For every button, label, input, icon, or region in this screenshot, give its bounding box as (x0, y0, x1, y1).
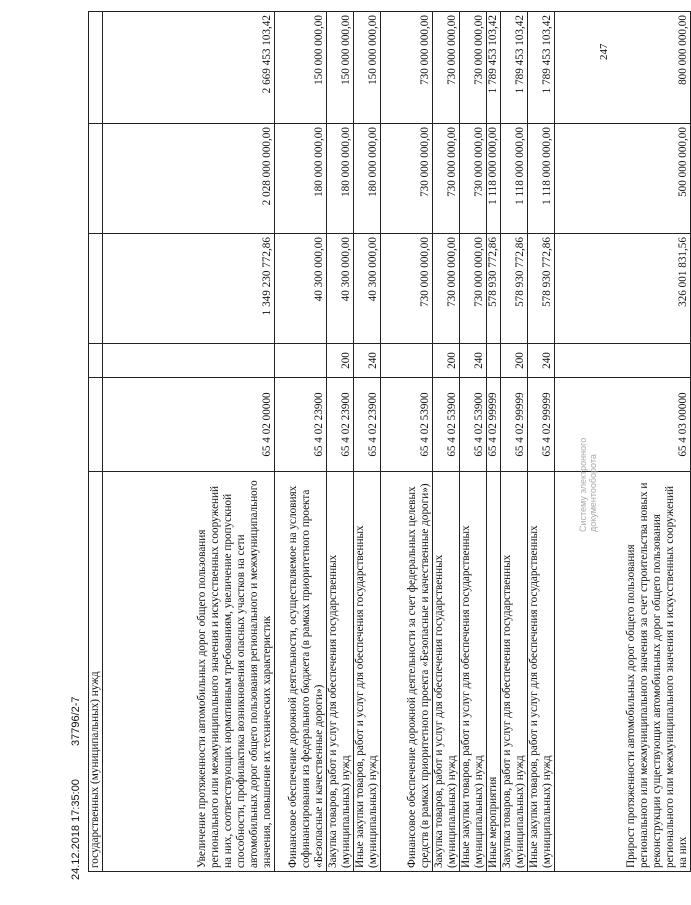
row-value-2018: 1 349 230 772,86 (103, 234, 275, 344)
row-vr: 200 (327, 344, 354, 378)
row-value-2018: 730 000 000,00 (433, 234, 460, 344)
row-value-2020: 1 789 453 103,42 (487, 12, 501, 124)
table-row (487, 12, 501, 872)
footer-doc-id: 37796/2-7 (70, 696, 82, 746)
row-name: Иные закупки товаров, работ и услуг для обеспечения государственных (муниципальных) нужд (460, 472, 487, 872)
edo-stamp (578, 438, 598, 532)
table-row (460, 12, 487, 872)
row-value-2018: 326 001 831,56 (555, 234, 691, 344)
table-row (103, 12, 275, 872)
row-value-2020: 1 789 453 103,42 (528, 12, 555, 124)
row-value-2019: 500 000 000,00 (555, 124, 691, 234)
row-value-2019: 1 118 000 000,00 (501, 124, 528, 234)
row-value-2020: 800 000 000,00 (555, 12, 691, 124)
row-code: 65 4 02 99999 (487, 378, 501, 472)
row-value-2018: 578 930 772,86 (501, 234, 528, 344)
stamp-line-1: Систему электронного (578, 437, 588, 532)
row-value-2019: 2 028 000 000,00 (103, 124, 275, 234)
row-vr: 240 (528, 344, 555, 378)
row-value-2019: 730 000 000,00 (381, 124, 433, 234)
row-value-2018: 730 000 000,00 (381, 234, 433, 344)
footer-datetime: 24.12.2018 17:35:00 (70, 779, 82, 880)
row-value-2020 (89, 12, 103, 124)
page-number: 247 (598, 43, 610, 60)
table-row (381, 12, 433, 872)
row-value-2018: 40 300 000,00 (327, 234, 354, 344)
row-vr: 240 (354, 344, 381, 378)
row-vr (103, 344, 275, 378)
row-value-2020: 150 000 000,00 (327, 12, 354, 124)
row-vr (381, 344, 433, 378)
row-value-2019 (89, 124, 103, 234)
row-value-2020: 730 000 000,00 (433, 12, 460, 124)
row-value-2018: 40 300 000,00 (275, 234, 327, 344)
row-value-2020: 150 000 000,00 (275, 12, 327, 124)
row-vr (555, 344, 691, 378)
row-code: 65 4 02 53900 (433, 378, 460, 472)
row-vr: 200 (433, 344, 460, 378)
row-code: 65 4 02 53900 (381, 378, 433, 472)
row-vr (275, 344, 327, 378)
row-vr: 200 (501, 344, 528, 378)
row-code: 65 4 03 00000 (555, 378, 691, 472)
row-value-2019: 180 000 000,00 (275, 124, 327, 234)
row-code: 65 4 02 99999 (528, 378, 555, 472)
table-row (433, 12, 460, 872)
row-value-2020: 730 000 000,00 (381, 12, 433, 124)
table-row (501, 12, 528, 872)
row-vr (487, 344, 501, 378)
row-name: Закупка товаров, работ и услуг для обеспечения государственных (муниципальных) нужд (327, 472, 354, 872)
row-value-2018: 578 930 772,86 (487, 234, 501, 344)
table-row (89, 12, 103, 872)
row-code: 65 4 02 23900 (327, 378, 354, 472)
row-code: 65 4 02 53900 (460, 378, 487, 472)
row-value-2019: 180 000 000,00 (354, 124, 381, 234)
row-name: Закупка товаров, работ и услуг для обеспечения государственных (муниципальных) нужд (501, 472, 528, 872)
row-value-2018: 578 930 772,86 (528, 234, 555, 344)
row-name: Финансовое обеспечение дорожной деятельности за счет федеральных целевых средств (в рамках приоритетного проекта «Безопасные и качественные дороги») (381, 472, 433, 872)
row-code: 65 4 02 99999 (501, 378, 528, 472)
row-name: Финансовое обеспечение дорожной деятельности, осуществляемое на условиях софинансирования из федерального бюджета (в рамках приоритетного проекта «Безопасные и качественные дороги») (275, 472, 327, 872)
table-row (354, 12, 381, 872)
table-row (327, 12, 354, 872)
stamp-line-2: документооборота (588, 454, 598, 532)
row-value-2019: 180 000 000,00 (327, 124, 354, 234)
row-name: Иные закупки товаров, работ и услуг для обеспечения государственных (муниципальных) нужд (354, 472, 381, 872)
row-name: государственных (муниципальных) нужд (89, 472, 103, 872)
budget-table-body (89, 12, 691, 872)
row-value-2018: 40 300 000,00 (354, 234, 381, 344)
row-code (89, 378, 103, 472)
row-name: Увеличение протяженности автомобильных дорог общего пользования регионального или межмуниципального значения и искусственных сооружений на них, соответствующих нормативным требованиям, увеличение пропускной способности, профилактика возникновения опасных участков на сети автомобильных дорог общего пользования регионального и межмуниципального значения, повышение их технических характеристик (103, 472, 275, 872)
row-value-2020: 150 000 000,00 (354, 12, 381, 124)
row-code: 65 4 02 23900 (275, 378, 327, 472)
table-row (275, 12, 327, 872)
row-value-2018 (89, 234, 103, 344)
row-name: Иные мероприятия (487, 472, 501, 872)
row-value-2018: 730 000 000,00 (460, 234, 487, 344)
row-value-2020: 2 669 453 103,42 (103, 12, 275, 124)
budget-table (88, 11, 691, 872)
table-row (528, 12, 555, 872)
row-value-2019: 730 000 000,00 (433, 124, 460, 234)
row-value-2019: 1 118 000 000,00 (528, 124, 555, 234)
row-value-2019: 1 118 000 000,00 (487, 124, 501, 234)
row-name: Закупка товаров, работ и услуг для обеспечения государственных (муниципальных) нужд (433, 472, 460, 872)
row-vr (89, 344, 103, 378)
table-row (555, 12, 691, 872)
row-code: 65 4 02 23900 (354, 378, 381, 472)
row-value-2020: 730 000 000,00 (460, 12, 487, 124)
row-vr: 240 (460, 344, 487, 378)
row-value-2019: 730 000 000,00 (460, 124, 487, 234)
row-code: 65 4 02 00000 (103, 378, 275, 472)
row-value-2020: 1 789 453 103,42 (501, 12, 528, 124)
row-name: Иные закупки товаров, работ и услуг для обеспечения государственных (муниципальных) нужд (528, 472, 555, 872)
row-name: Прирост протяженности автомобильных дорог общего пользования регионального или межмуниципального значения за счет строительства новых и реконструкции существующих автомобильных дорог общего пользования регионального или межмуниципального значения и искусственных сооружений на них (555, 472, 691, 872)
